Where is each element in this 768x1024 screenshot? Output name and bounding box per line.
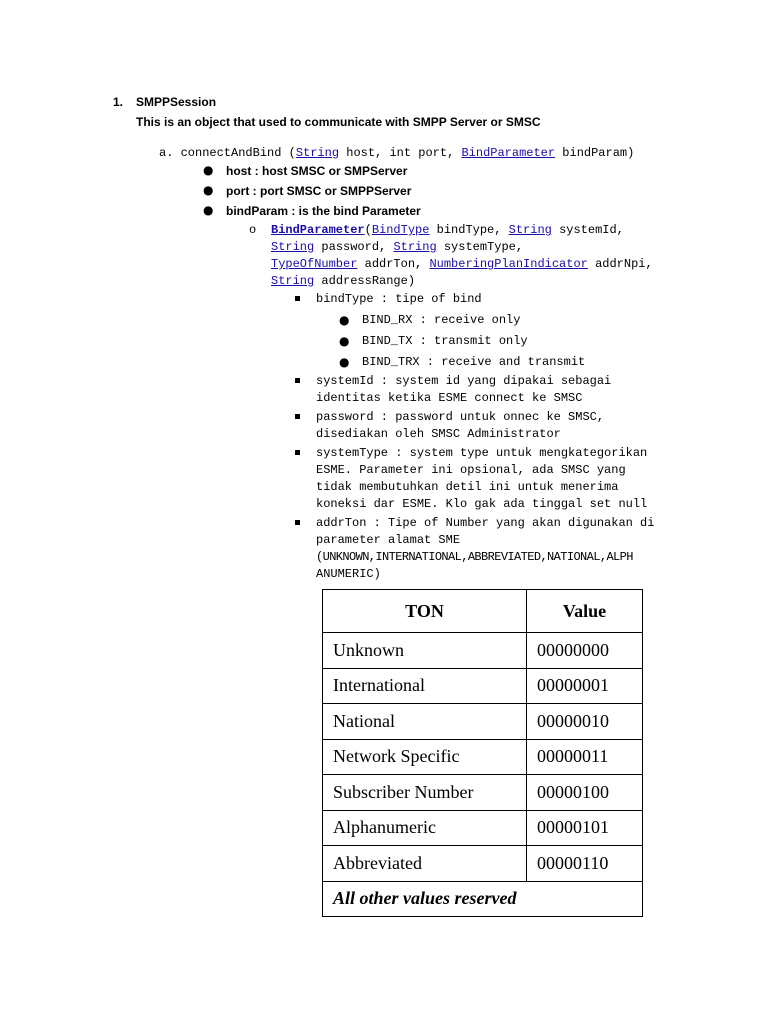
string-link[interactable]: String (271, 240, 315, 254)
table-footer-row (323, 881, 643, 917)
bindtype-link[interactable]: BindType (371, 223, 430, 237)
typeofnumber-link[interactable]: TypeOfNumber (271, 257, 358, 271)
password-line: disediakan oleh SMSC Administrator (316, 427, 561, 441)
ton-cell: National (323, 704, 527, 740)
bullet-disc-icon: ● (339, 355, 350, 369)
bindparameter-class-link[interactable]: BindParameter (271, 223, 365, 237)
circle-bullet-icon: o (249, 223, 257, 237)
section-title: SMPPSession (136, 95, 217, 109)
value-cell: 00000110 (527, 846, 643, 882)
numberingplanindicator-link[interactable]: NumberingPlanIndicator (429, 257, 588, 271)
password-arg: password, (314, 240, 394, 254)
ton-table (322, 589, 643, 917)
systemtype-line: tidak membutuhkan detil ini untuk menerima (316, 480, 619, 494)
string-type-link[interactable]: String (295, 146, 340, 160)
bind-option: BIND_TX : transmit only (362, 334, 528, 348)
bullet-disc-icon: ● (339, 313, 350, 327)
method-prefix: a. connectAndBind ( (159, 146, 296, 160)
param-port: port : port SMSC or SMPPServer (226, 184, 412, 198)
addrton-line: (UNKNOWN,INTERNATIONAL,ABBREVIATED,NATIONAL,ALPH (316, 550, 633, 564)
table-row (323, 668, 643, 704)
column-header-value: Value (527, 590, 643, 633)
addrton-line: parameter alamat SME (316, 533, 461, 547)
square-bullet-icon (295, 520, 300, 525)
reserved-note: All other values reserved (323, 881, 643, 917)
ton-cell: International (323, 668, 527, 704)
systemtype-line: systemType : system type untuk mengkategorikan (316, 446, 648, 460)
table-row (323, 775, 643, 811)
systemid-arg: systemId, (551, 223, 624, 237)
string-link[interactable]: String (508, 223, 552, 237)
bullet-disc-icon: ● (339, 334, 350, 348)
bullet-disc-icon: ● (203, 163, 214, 177)
square-bullet-icon (295, 296, 300, 301)
value-cell: 00000011 (527, 739, 643, 775)
table-header-row (323, 590, 643, 633)
addrton-line: ANUMERIC) (316, 567, 381, 581)
bindparameter-type-link[interactable]: BindParameter (461, 146, 556, 160)
string-link[interactable]: String (271, 274, 315, 288)
ton-cell: Subscriber Number (323, 775, 527, 811)
method-mid: host, int port, (339, 146, 462, 160)
value-cell: 00000010 (527, 704, 643, 740)
table-row (323, 704, 643, 740)
param-bindparam: bindParam : is the bind Parameter (226, 204, 421, 218)
table-row (323, 810, 643, 846)
section-description: This is an object that used to communicate with SMPP Server or SMSC (136, 115, 541, 129)
bind-option: BIND_TRX : receive and transmit (362, 355, 586, 369)
systemtype-line: ESME. Parameter ini opsional, ada SMSC yang (316, 463, 626, 477)
table-row (323, 739, 643, 775)
param-host: host : host SMSC or SMPServer (226, 164, 408, 178)
value-cell: 00000101 (527, 810, 643, 846)
systemid-line: identitas ketika ESME connect ke SMSC (316, 391, 583, 405)
bindparameter-line-1 (271, 223, 624, 237)
column-header-ton: TON (323, 590, 527, 633)
addrton-line: addrTon : Tipe of Number yang akan digunakan di (316, 516, 655, 530)
method-signature (159, 146, 634, 160)
square-bullet-icon (295, 378, 300, 383)
section-number: 1. (113, 95, 124, 109)
addrnpi-arg: addrNpi, (587, 257, 653, 271)
string-link[interactable]: String (393, 240, 437, 254)
bindparameter-line-4 (271, 274, 415, 288)
systemid-line: systemId : system id yang dipakai sebagai (316, 374, 612, 388)
bullet-disc-icon: ● (203, 183, 214, 197)
open-paren: ( (364, 223, 372, 237)
addrton-arg: addrTon, (357, 257, 430, 271)
table-row (323, 633, 643, 669)
ton-cell: Alphanumeric (323, 810, 527, 846)
systemtype-arg: systemType, (436, 240, 524, 254)
bullet-disc-icon: ● (203, 203, 214, 217)
square-bullet-icon (295, 450, 300, 455)
bindtype-description: bindType : tipe of bind (316, 292, 482, 306)
bindparameter-line-2 (271, 240, 523, 254)
table-row (323, 846, 643, 882)
ton-cell: Network Specific (323, 739, 527, 775)
bind-option: BIND_RX : receive only (362, 313, 521, 327)
systemtype-line: koneksi dar ESME. Klo gak ada tinggal set null (316, 497, 648, 511)
range-arg: addressRange) (314, 274, 416, 288)
ton-cell: Unknown (323, 633, 527, 669)
value-cell: 00000000 (527, 633, 643, 669)
ton-cell: Abbreviated (323, 846, 527, 882)
value-cell: 00000100 (527, 775, 643, 811)
square-bullet-icon (295, 414, 300, 419)
password-line: password : password untuk onnec ke SMSC, (316, 410, 605, 424)
method-suffix: bindParam) (555, 146, 635, 160)
bindtype-arg: bindType, (429, 223, 509, 237)
bindparameter-line-3 (271, 257, 653, 271)
value-cell: 00000001 (527, 668, 643, 704)
